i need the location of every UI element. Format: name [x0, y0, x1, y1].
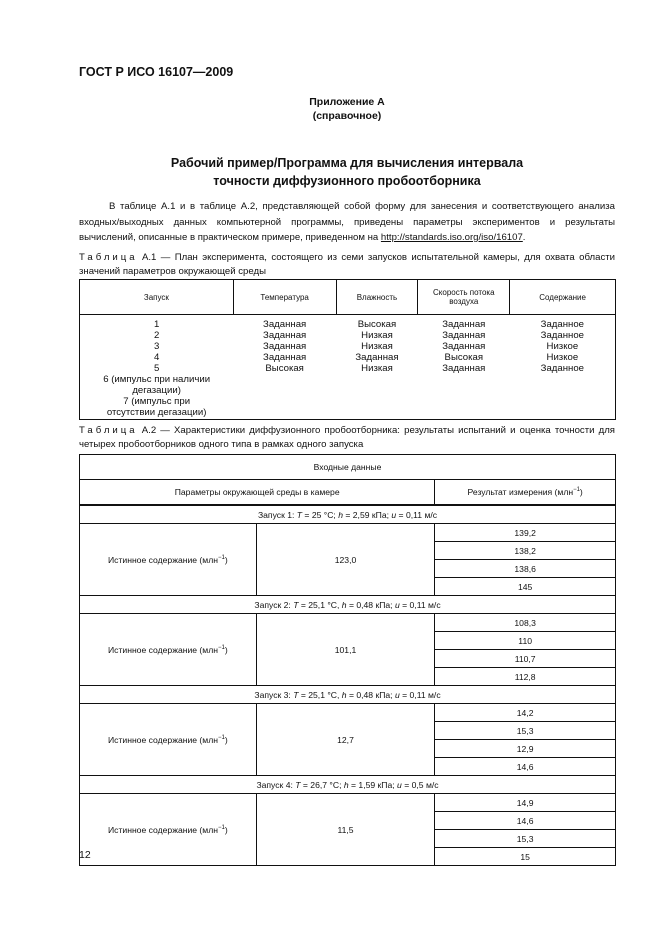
cell: 1	[153, 319, 160, 330]
superscript: −1	[217, 824, 225, 831]
table1-caption	[79, 251, 615, 279]
run-label: Запуск 1:	[257, 509, 297, 520]
true-content-value: 101,1	[256, 614, 435, 686]
run-label: Запуск 2:	[254, 599, 294, 610]
cell: 3	[153, 341, 160, 352]
cell: Низкая	[361, 341, 393, 352]
caption-text: А.1 — План эксперимента, состоящего из семи запусков испытательной камеры, для охвата области значений параметров окружающей среды	[79, 252, 615, 277]
cell: Заданная	[263, 330, 307, 341]
superscript: −1	[217, 644, 225, 651]
run-header-row	[80, 505, 616, 524]
document-header: ГОСТ Р ИСО 16107—2009	[79, 65, 234, 79]
cell: Заданная	[263, 352, 307, 363]
humidity-column	[336, 315, 418, 420]
result-cell: 138,6	[435, 560, 616, 578]
input-header: Входные данные	[80, 455, 616, 480]
cell: Низкое	[546, 352, 579, 363]
cell: Заданная	[442, 330, 486, 341]
paragraph-text: В таблице А.1 и в таблице А.2, представляющей собой форму для занесения и соответствующего анализа входных/выходных данных компьютерной программы, приведены параметры экспериментов и результаты вычислений, описанные в практическом примере, приведенном на	[79, 201, 615, 243]
header-cell: Температура	[233, 280, 336, 315]
cell: Заданная	[442, 341, 486, 352]
run-label: Запуск 3:	[254, 689, 294, 700]
result-cell: 15	[435, 848, 616, 866]
table2-caption	[79, 424, 615, 452]
true-content-value: 123,0	[256, 524, 435, 596]
airflow-column	[418, 315, 510, 420]
iso-link[interactable]: http://standards.iso.org/iso/16107	[380, 232, 523, 243]
superscript: −1	[573, 487, 580, 494]
cell: 6 (импульс при наличии дегазации)	[103, 374, 211, 396]
cell: Высокая	[444, 352, 484, 363]
caption-label: Таблица	[79, 252, 138, 263]
cell: 4	[153, 352, 160, 363]
table-header-row	[80, 280, 616, 315]
run-header-row	[80, 686, 616, 704]
run-conditions	[80, 686, 616, 704]
table-row	[80, 704, 616, 722]
run-header-row	[80, 776, 616, 794]
true-content-value: 11,5	[256, 794, 435, 866]
run-header-row	[80, 596, 616, 614]
cell: Заданная	[355, 352, 399, 363]
label-text: Истинное содержание (млн	[107, 824, 218, 835]
column-header-row	[80, 480, 616, 506]
cell: Заданная	[263, 341, 307, 352]
true-content-label: Истинное содержание (млн$^{-1}$)	[80, 524, 257, 596]
runs-column	[80, 315, 234, 420]
result-header: Результат измерения (млн$^{-1}$)	[435, 480, 616, 506]
page-number: 12	[79, 849, 91, 861]
run-cond: T = 25,1 °C, h = 0,48 кПа; u = 0,11 м/с	[293, 689, 441, 700]
run-conditions	[80, 596, 616, 614]
table-row	[80, 794, 616, 812]
appendix-heading	[79, 95, 615, 123]
input-header-row	[80, 455, 616, 480]
header-cell: Влажность	[336, 280, 418, 315]
run-cond: T = 25 °C; h = 2,59 кПа; u = 0,11 м/с	[296, 509, 438, 520]
true-content-label: Истинное содержание (млн$^{-1}$)	[80, 794, 257, 866]
result-cell: 14,6	[435, 812, 616, 830]
run-label: Запуск 4:	[256, 779, 296, 790]
header-cell: Скорость потока воздуха	[418, 280, 510, 315]
appendix-note: (справочное)	[312, 110, 382, 122]
run-conditions	[80, 776, 616, 794]
run-conditions	[80, 505, 616, 524]
appendix-title: Приложение А	[309, 96, 385, 108]
cell: Заданная	[442, 363, 486, 374]
cell: Высокая	[357, 319, 397, 330]
header-cell: Содержание	[510, 280, 616, 315]
cell: 5	[153, 363, 160, 374]
result-cell: 15,3	[435, 830, 616, 848]
cell: Заданная	[442, 319, 486, 330]
cell: Заданная	[263, 319, 307, 330]
cell: Заданное	[540, 363, 585, 374]
caption-text: А.2 — Характеристики диффузионного пробоотборника: результаты испытаний и оценка точности для четырех пробоотборников одного типа в рамках одного запуска	[79, 425, 615, 450]
result-cell: 108,3	[435, 614, 616, 632]
result-cell: 14,2	[435, 704, 616, 722]
title-line-2: точности диффузионного пробоотборника	[213, 174, 481, 188]
cell: Высокая	[265, 363, 304, 374]
run-cond: T = 25,1 °C, h = 0,48 кПа; u = 0,11 м/с	[293, 599, 441, 610]
content-column	[510, 315, 616, 420]
cell: Низкая	[361, 363, 393, 374]
table-row	[80, 524, 616, 542]
table-body-row	[80, 315, 616, 420]
cell: Заданное	[540, 319, 585, 330]
table-row	[80, 614, 616, 632]
header-cell: Запуск	[80, 280, 234, 315]
section-title	[79, 154, 615, 190]
cell: 2	[153, 330, 160, 341]
cell: Заданное	[540, 330, 585, 341]
caption-label: Таблица	[79, 425, 138, 436]
cell: Низкое	[546, 341, 579, 352]
result-cell: 14,6	[435, 758, 616, 776]
result-cell: 14,9	[435, 794, 616, 812]
result-cell: 110,7	[435, 650, 616, 668]
cell: Низкая	[361, 330, 393, 341]
superscript: −1	[217, 554, 225, 561]
table-a2	[79, 454, 616, 866]
run-cond: T = 26,7 °C; h = 1,59 кПа; u = 0,5 м/с	[295, 779, 439, 790]
true-content-label: Истинное содержание (млн$^{-1}$)	[80, 704, 257, 776]
label-text: Истинное содержание (млн	[107, 644, 218, 655]
superscript: −1	[217, 734, 225, 741]
result-cell: 112,8	[435, 668, 616, 686]
result-cell: 145	[435, 578, 616, 596]
result-cell: 15,3	[435, 722, 616, 740]
cell: 7 (импульс при отсутствии дегазации)	[106, 396, 207, 418]
result-cell: 139,2	[435, 524, 616, 542]
label-text: Истинное содержание (млн	[107, 734, 218, 745]
result-cell: 110	[435, 632, 616, 650]
intro-paragraph: В таблице А.1 и в таблице А.2, представляющей собой форму для занесения и соответствующего анализа входных/выходных данных компьютерной программы, приведены параметры экспериментов и результаты вычислений, описанные в практическом примере, приведенном на http://standards.iso.org/iso/16107.	[79, 201, 615, 243]
params-header: Параметры окружающей среды в камере	[80, 480, 435, 506]
true-content-label: Истинное содержание (млн$^{-1}$)	[80, 614, 257, 686]
result-cell: 138,2	[435, 542, 616, 560]
table-a1	[79, 279, 616, 420]
result-header-text: Результат измерения (млн	[467, 487, 574, 497]
label-text: Истинное содержание (млн	[107, 554, 218, 565]
result-cell: 12,9	[435, 740, 616, 758]
true-content-value: 12,7	[256, 704, 435, 776]
temperature-column	[233, 315, 336, 420]
title-line-1: Рабочий пример/Программа для вычисления интервала	[170, 156, 524, 170]
